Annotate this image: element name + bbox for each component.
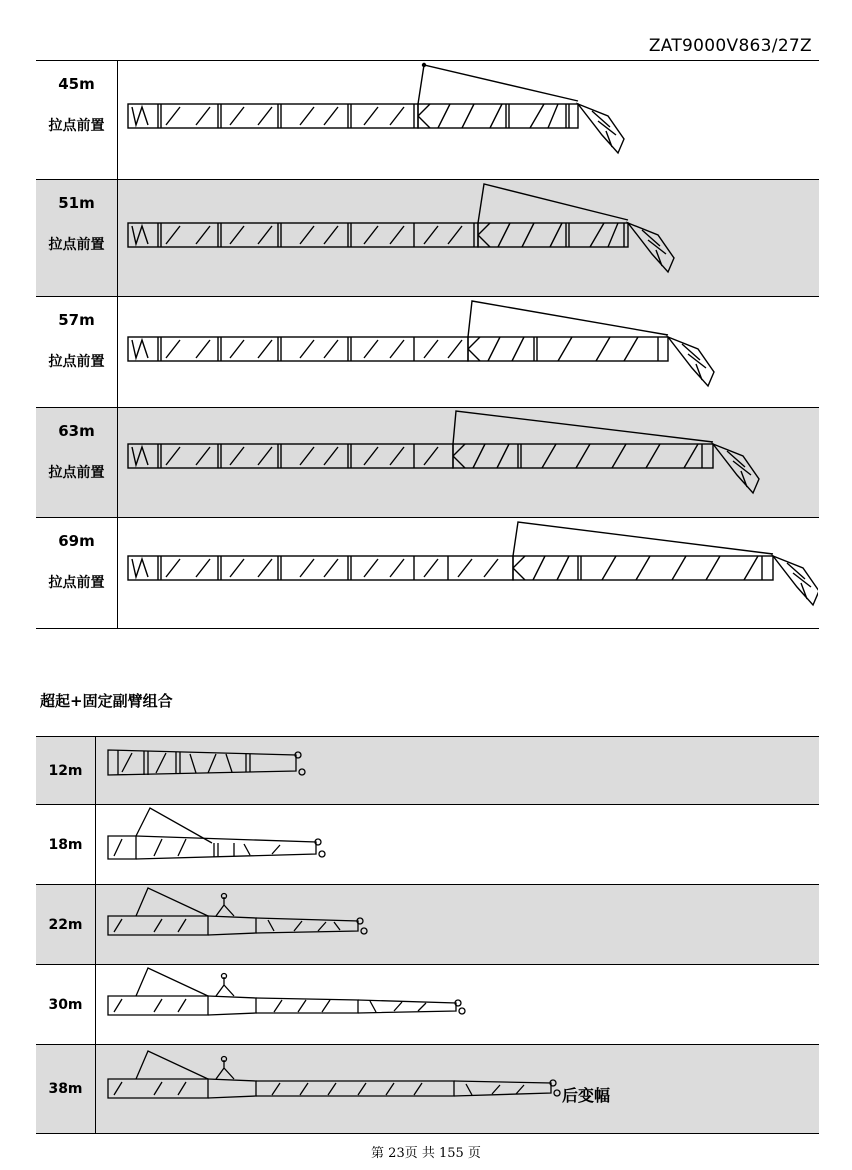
- config-note-label: 拉点前置: [48, 118, 105, 134]
- config-label-cell: [36, 407, 118, 517]
- combo-diagram: [96, 1045, 816, 1133]
- boom-diagram: [118, 408, 818, 517]
- combo-length-label: 22m: [36, 885, 96, 965]
- combo-row: [36, 1045, 819, 1134]
- config-row: [36, 407, 819, 517]
- upper-config-table: [36, 61, 819, 629]
- rear-luffing-annotation: 后变幅: [562, 1086, 611, 1105]
- lower-config-table: [36, 736, 819, 1134]
- config-note-label: 拉点前置: [48, 464, 105, 481]
- boom-diagram-cell: [118, 407, 820, 517]
- config-note-label: 拉点前置: [48, 353, 105, 370]
- combo-diagram: [96, 885, 816, 964]
- boom-length-label: 45m: [58, 75, 95, 93]
- config-note-label: 拉点前置: [48, 236, 105, 253]
- config-row: [36, 296, 819, 407]
- boom-diagram: [118, 297, 818, 407]
- config-row: [36, 517, 819, 628]
- boom-length-label: 51m: [58, 193, 95, 212]
- config-note-label: 拉点前置: [48, 574, 105, 591]
- combo-row: [36, 965, 819, 1045]
- boom-length-label: 63m: [58, 421, 95, 440]
- combo-diagram-cell: [96, 1045, 820, 1134]
- boom-diagram-cell: [118, 517, 820, 628]
- boom-diagram: [118, 61, 818, 178]
- combo-diagram: [96, 805, 816, 884]
- combo-length-label: 12m: [36, 737, 96, 805]
- combo-diagram-cell: [96, 885, 820, 965]
- config-label-cell: [36, 179, 118, 296]
- boom-diagram-cell: [118, 296, 820, 407]
- boom-length-label: 57m: [58, 310, 95, 329]
- combo-diagram-cell: [96, 965, 820, 1045]
- boom-diagram: [118, 518, 818, 628]
- combo-row: [36, 737, 819, 805]
- combo-length-label: 18m: [36, 805, 96, 885]
- combo-length-label: 38m: [36, 1045, 96, 1134]
- config-label-cell: [36, 61, 118, 179]
- boom-diagram-cell: [118, 61, 820, 179]
- combo-diagram: [96, 737, 816, 804]
- boom-length-label: 69m: [58, 531, 95, 550]
- combo-diagram-cell: [96, 737, 820, 805]
- combo-diagram: [96, 965, 816, 1044]
- combo-length-label: 30m: [36, 965, 96, 1045]
- config-row: [36, 61, 819, 179]
- boom-diagram: [118, 180, 818, 296]
- boom-diagram-cell: [118, 179, 820, 296]
- page-footer: 第 23页 共 155 页: [371, 1146, 481, 1161]
- combo-row: [36, 885, 819, 965]
- section-title: 超起+固定副臂组合: [40, 692, 173, 710]
- config-label-cell: [36, 296, 118, 407]
- config-row: [36, 179, 819, 296]
- document-code: ZAT9000V863/27Z: [648, 36, 812, 56]
- combo-diagram-cell: [96, 805, 820, 885]
- config-label-cell: [36, 517, 118, 628]
- combo-row: [36, 805, 819, 885]
